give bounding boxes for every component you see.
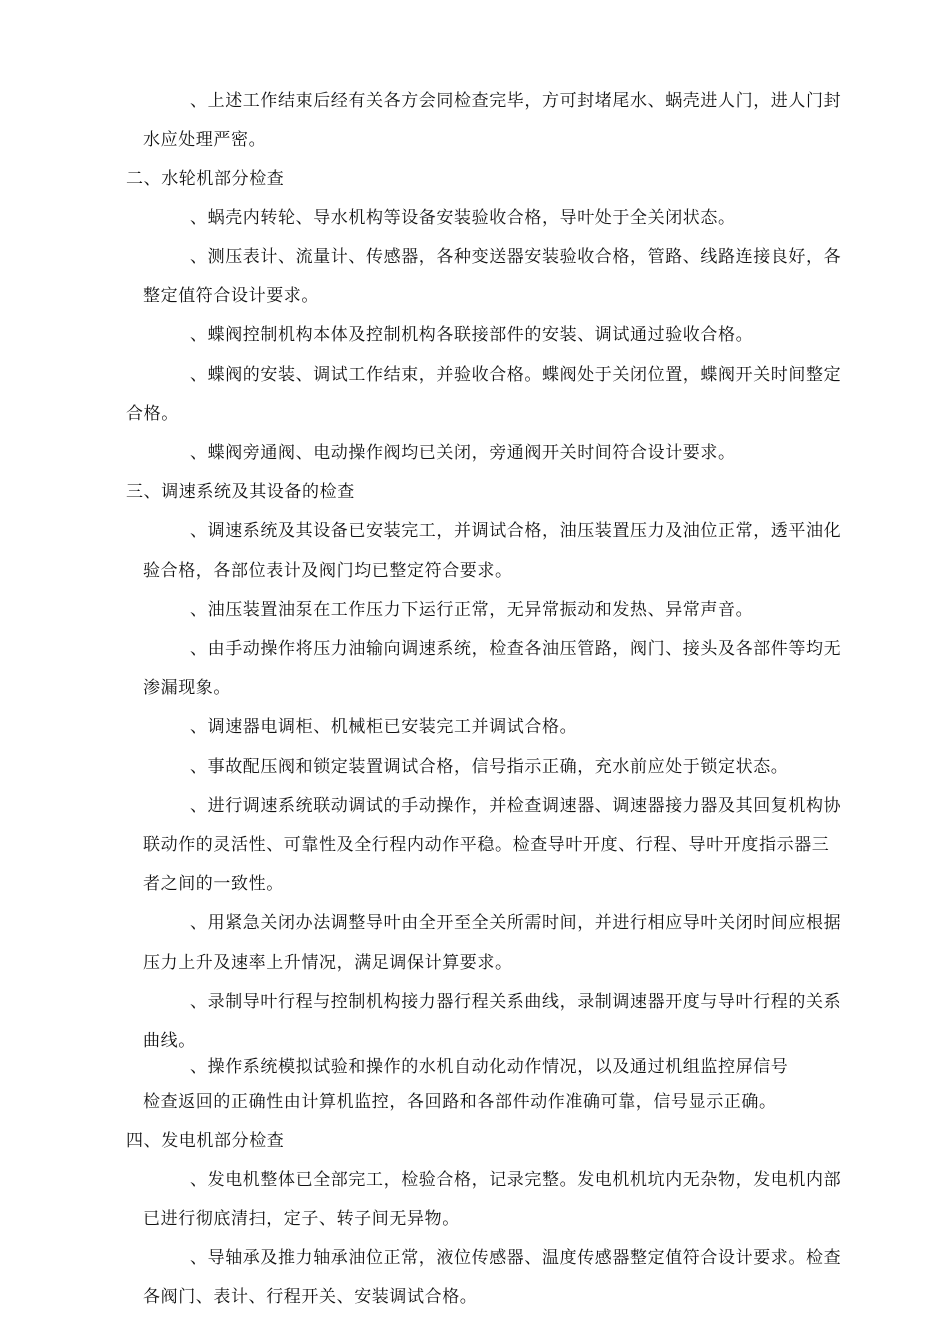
section-heading: 三、调速系统及其设备的检查	[126, 482, 355, 502]
text-line: 检查返回的正确性由计算机监控，各回路和各部件动作准确可靠，信号显示正确。	[143, 1092, 777, 1112]
text-line: 、蝶阀的安装、调试工作结束，并验收合格。蝶阀处于关闭位置，蝶阀开关时间整定	[190, 365, 842, 385]
text-line: 、导轴承及推力轴承油位正常，液位传感器、温度传感器整定值符合设计要求。检查	[190, 1248, 842, 1268]
text-line: 已进行彻底清扫，定子、转子间无异物。	[143, 1209, 460, 1229]
text-line: 联动作的灵活性、可靠性及全行程内动作平稳。检查导叶开度、行程、导叶开度指示器三	[143, 835, 830, 855]
text-line: 、油压装置油泵在工作压力下运行正常，无异常振动和发热、异常声音。	[190, 600, 754, 620]
text-line: 、蜗壳内转轮、导水机构等设备安装验收合格，导叶处于全关闭状态。	[190, 208, 736, 228]
text-line: 、调速系统及其设备已安装完工，并调试合格，油压装置压力及油位正常，透平油化	[190, 521, 842, 541]
text-line: 者之间的一致性。	[143, 874, 284, 894]
text-line: 、蝶阀旁通阀、电动操作阀均已关闭，旁通阀开关时间符合设计要求。	[190, 443, 736, 463]
text-line: 、用紧急关闭办法调整导叶由全开至全关所需时间，并进行相应导叶关闭时间应根据	[190, 913, 842, 933]
text-line: 、录制导叶行程与控制机构接力器行程关系曲线，录制调速器开度与导叶行程的关系	[190, 992, 842, 1012]
text-line: 、上述工作结束后经有关各方会同检查完毕，方可封堵尾水、蜗壳进人门，进人门封	[190, 91, 842, 111]
section-heading: 四、发电机部分检查	[126, 1131, 285, 1151]
section-heading: 二、水轮机部分检查	[126, 169, 285, 189]
text-line: 、操作系统模拟试验和操作的水机自动化动作情况，以及通过机组监控屏信号	[190, 1057, 789, 1077]
text-line: 、事故配压阀和锁定装置调试合格，信号指示正确，充水前应处于锁定状态。	[190, 757, 789, 777]
text-line: 、测压表计、流量计、传感器，各种变送器安装验收合格，管路、线路连接良好，各	[190, 247, 842, 267]
text-line: 渗漏现象。	[143, 678, 231, 698]
text-line: 水应处理严密。	[143, 130, 267, 150]
text-line: 、由手动操作将压力油输向调速系统，检查各油压管路，阀门、接头及各部件等均无	[190, 639, 842, 659]
text-line: 整定值符合设计要求。	[143, 286, 319, 306]
text-line: 验合格，各部位表计及阀门均已整定符合要求。	[143, 561, 513, 581]
text-line: 、调速器电调柜、机械柜已安装完工并调试合格。	[190, 717, 578, 737]
text-line: 合格。	[126, 404, 179, 424]
text-line: 曲线。	[143, 1031, 196, 1051]
text-line: 压力上升及速率上升情况，满足调保计算要求。	[143, 953, 513, 973]
text-line: 、发电机整体已全部完工，检验合格，记录完整。发电机机坑内无杂物，发电机内部	[190, 1170, 842, 1190]
text-line: 各阀门、表计、行程开关、安装调试合格。	[143, 1287, 478, 1307]
text-line: 、蝶阀控制机构本体及控制机构各联接部件的安装、调试通过验收合格。	[190, 325, 754, 345]
text-line: 、进行调速系统联动调试的手动操作，并检查调速器、调速器接力器及其回复机构协	[190, 796, 842, 816]
